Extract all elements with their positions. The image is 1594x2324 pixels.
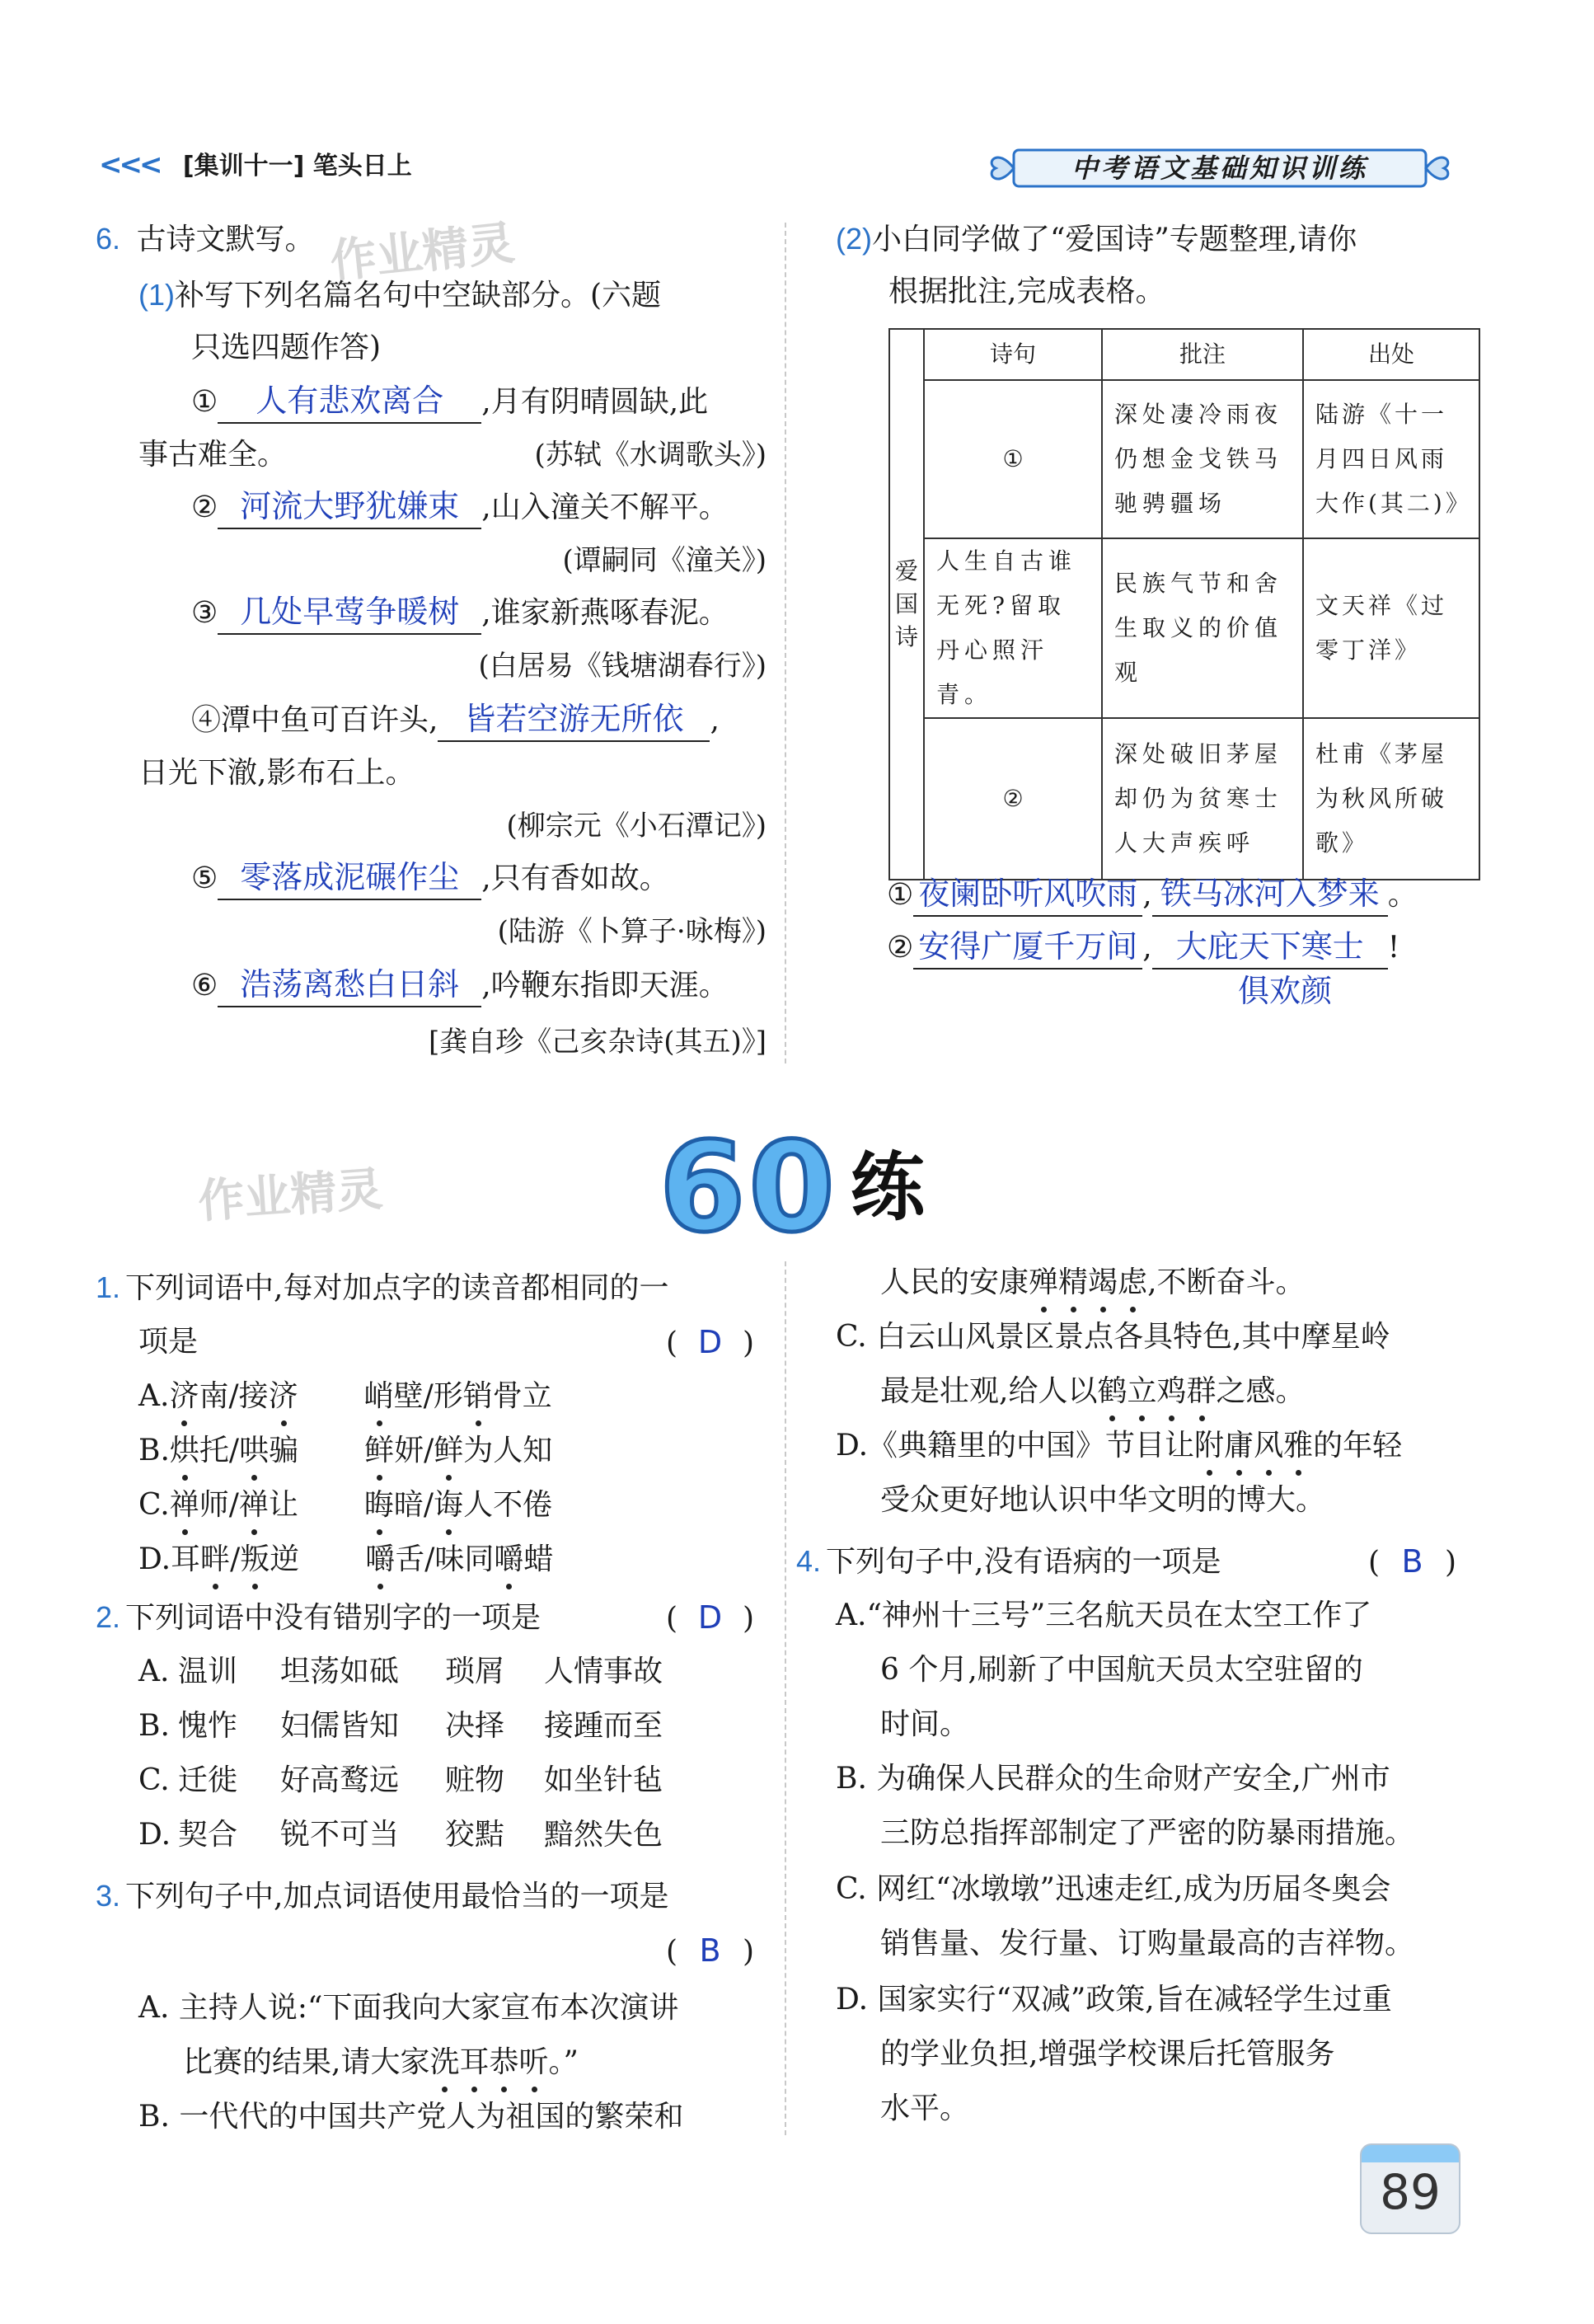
table-row2-poem: 人生自古谁无死?留取丹心照汗青。	[924, 538, 1102, 718]
option-word: 如坐针毡	[544, 1763, 663, 1797]
fill-item-2	[191, 481, 729, 534]
q3-option-b-line1[interactable]: B. 一代代的中国共产党人为祖国的繁荣和	[138, 2100, 684, 2134]
q1-option-c[interactable]	[138, 1479, 552, 1532]
option-word: 妇儒皆知	[280, 1709, 400, 1743]
option-word: 坦荡如砥	[280, 1655, 400, 1688]
option-label: A.	[138, 1379, 170, 1413]
option-word: 锐不可当	[280, 1818, 400, 1852]
q4-option-a-line1[interactable]: A.“神州十三号”三名航天员在太空工作了	[836, 1599, 1372, 1632]
q2-answer: ( D )	[666, 1591, 754, 1646]
q4-option-b-line2: 三防总指挥部制定了严密的防暴雨措施。	[880, 1816, 1415, 1850]
fill-item-4-line2: 日光下澈,影布石上。	[138, 756, 415, 790]
option-label: C.	[138, 1488, 170, 1522]
q4-option-a-line2: 6 个月,刷新了中国航天员太空驻留的	[880, 1653, 1363, 1687]
q4-stem-text: 下列句子中,没有语病的一项是	[826, 1545, 1221, 1579]
table-row3-note: 深处破旧茅屋却仍为贫寒士人大声疾呼	[1102, 718, 1303, 880]
q6-p1-stem-line1	[138, 269, 661, 322]
q3-answer: ( B )	[666, 1924, 754, 1979]
option-text: D.《典籍里的中国》节目让	[836, 1429, 1195, 1462]
table-answer-2b[interactable]: 大庇天下寒士	[1152, 925, 1388, 970]
q1-answer: ( D )	[666, 1316, 754, 1370]
table-row3-poem[interactable]: ②	[924, 718, 1102, 880]
header-right-banner	[981, 139, 1459, 198]
table-answer-1b[interactable]: 铁马冰河入梦来	[1152, 872, 1388, 917]
item-mark: ②	[191, 491, 218, 524]
fill-item-6-source: [龚自珍《己亥杂诗(其五)》]	[428, 1026, 767, 1059]
table-side-label	[889, 329, 924, 880]
q6-stem: 古诗文默写。	[136, 223, 315, 256]
answer-blank-5[interactable]: 零落成泥碾作尘	[218, 856, 481, 900]
option-word-1: 烘托/哄骗	[170, 1434, 298, 1467]
column-divider-bottom	[785, 1261, 786, 2135]
q4-option-c-line2: 销售量、发行量、订购量最高的吉祥物。	[880, 1927, 1415, 1960]
q3-option-d-line2: 受众更好地认识中华文明的博大。	[880, 1483, 1326, 1517]
option-word: 人情事故	[544, 1655, 663, 1688]
page-number-badge	[1360, 2143, 1460, 2234]
item-text-after: ,山入潼关不解平。	[481, 491, 729, 524]
option-text: 。”	[548, 2045, 579, 2079]
option-word: 黯然失色	[544, 1818, 663, 1852]
item-text-after: ,	[710, 703, 720, 737]
section-banner	[659, 1116, 925, 1260]
option-word: 狡黠	[445, 1818, 505, 1852]
option-label: A.	[138, 1655, 170, 1688]
option-word-2: 峭壁/形销骨立	[364, 1379, 552, 1413]
q4-option-d-line1[interactable]: D. 国家实行“双减”政策,旨在减轻学生过重	[836, 1983, 1392, 2016]
q6-p1-stem-line2: 只选四题作答)	[191, 331, 382, 364]
option-label: D.	[138, 1542, 171, 1576]
option-word: 契合	[178, 1818, 238, 1852]
table-side-text: 爱国诗	[895, 557, 919, 650]
header-left	[99, 145, 412, 181]
q4-number: 4.	[796, 1544, 822, 1578]
item-mark: ①	[191, 385, 218, 419]
table-header-source: 出处	[1303, 329, 1479, 380]
fill-item-3-source: (白居易《钱塘湖春行》)	[478, 650, 767, 683]
q3-option-b-line2	[880, 1256, 1306, 1309]
option-word: 赃物	[445, 1763, 505, 1797]
q1-answer-value[interactable]: D	[697, 1324, 723, 1360]
answer-mark: ①	[887, 878, 914, 912]
poem-table	[888, 328, 1480, 880]
chevron-left-icon: <<<	[99, 148, 160, 181]
option-text: 最是壮观,给人以	[880, 1374, 1098, 1408]
option-text: 之感。	[1216, 1374, 1306, 1408]
answer-end-punct: 。	[1387, 878, 1418, 912]
option-word: 好高鹜远	[280, 1763, 400, 1797]
q6-p1-number: (1)	[138, 278, 175, 312]
dotted-phrase: 殚精竭虑	[1029, 1265, 1147, 1299]
table-answer-2a[interactable]: 安得广厦千万间	[913, 925, 1142, 970]
option-text: 比赛的结果,请大家	[183, 2045, 430, 2079]
table-header-note: 批注	[1102, 329, 1303, 380]
q3-option-a-line2	[183, 2036, 579, 2089]
header-book-title: 中考语文基础知识训练	[1071, 153, 1368, 184]
table-header-poem: 诗句	[924, 329, 1102, 380]
fill-item-5-source: (陆游《卜算子·咏梅》)	[497, 915, 767, 948]
q6-p2-stem-line2: 根据批注,完成表格。	[888, 275, 1165, 308]
q1-option-d[interactable]	[138, 1533, 553, 1586]
q4-option-a-line3: 时间。	[880, 1707, 970, 1741]
q1-stem-line1	[96, 1261, 668, 1315]
q1-option-a[interactable]	[138, 1370, 552, 1423]
answer-blank-1[interactable]: 人有悲欢离合	[218, 379, 481, 424]
item-text-before: 潭中鱼可百许头,	[221, 703, 438, 737]
fill-item-4-source: (柳宗元《小石潭记》)	[506, 810, 767, 843]
q2-option-d[interactable]	[138, 1809, 663, 1862]
q4-option-c-line1[interactable]: C. 网红“冰墩墩”迅速走红,成为历届冬奥会	[836, 1872, 1391, 1906]
q6-p2-number: (2)	[836, 222, 872, 256]
option-word-2: 鲜妍/鲜为人知	[364, 1434, 552, 1467]
option-word: 接踵而至	[544, 1709, 663, 1743]
option-text: ,不断奋斗。	[1147, 1265, 1306, 1299]
q3-option-d-line1[interactable]	[836, 1420, 1402, 1472]
item-mark: ⑤	[191, 862, 218, 895]
q6-p2-stem-text1: 小白同学做了“爱国诗”专题整理,请你	[872, 223, 1357, 256]
item-text-after: ,只有香如故。	[481, 862, 669, 895]
table-row2-source: 文天祥《过零丁洋》	[1303, 538, 1479, 718]
header-series-title: [集训十一] 笔头日上	[182, 152, 412, 181]
q2-option-c[interactable]	[138, 1754, 663, 1807]
option-label: D.	[138, 1818, 171, 1852]
table-row1-source: 陆游《十一月四日风雨大作(其二)》	[1303, 380, 1479, 538]
option-label: B.	[138, 1709, 170, 1743]
answer-blank-6[interactable]: 浩荡离愁白日斜	[218, 963, 481, 1007]
option-word: 迁徙	[178, 1763, 238, 1797]
q6-title	[96, 213, 315, 266]
q3-option-a-line1[interactable]: A. 主持人说:“下面我向大家宣布本次演讲	[138, 1991, 679, 2025]
option-word: 温训	[178, 1655, 238, 1688]
q1-stem-line2: 项是	[138, 1325, 199, 1359]
q4-answer: ( B )	[1368, 1535, 1456, 1589]
page-number: 89	[1380, 2164, 1441, 2220]
q2-stem-text: 下列词语中没有错别字的一项是	[125, 1601, 541, 1635]
dotted-phrase: 洗耳恭听	[429, 2045, 548, 2079]
q1-number: 1.	[96, 1270, 121, 1304]
q4-option-d-line2: 的学业负担,增强学校课后托管服务	[880, 2037, 1335, 2071]
q2-answer-value[interactable]: D	[697, 1599, 723, 1636]
fill-item-2-source: (谭嗣同《潼关》)	[562, 544, 767, 577]
option-word-2: 晦暗/诲人不倦	[364, 1488, 552, 1522]
q3-stem-text: 下列句子中,加点词语使用最恰当的一项是	[125, 1880, 669, 1913]
option-text: 的年轻	[1313, 1429, 1403, 1462]
q6-p2-stem-line1	[836, 213, 1357, 266]
q3-option-c-line1[interactable]: C. 白云山风景区景点各具特色,其中摩星岭	[836, 1320, 1390, 1354]
q2-option-a[interactable]	[138, 1646, 663, 1698]
q2-option-b[interactable]	[138, 1700, 663, 1753]
item-mark: ③	[191, 596, 218, 630]
option-text: 人民的安康	[880, 1265, 1029, 1299]
q6-p1-stem-text1: 补写下列名篇名句中空缺部分。(六题	[175, 279, 662, 312]
q2-number: 2.	[96, 1600, 121, 1634]
answer-blank-3[interactable]: 几处早莺争暖树	[218, 590, 481, 635]
option-word: 琐屑	[445, 1655, 505, 1688]
section-number: 60	[659, 1116, 838, 1260]
fill-item-4	[191, 694, 720, 747]
q3-option-c-line2	[880, 1365, 1306, 1418]
option-word: 愧怍	[178, 1709, 238, 1743]
option-word-1: 耳畔/叛逆	[171, 1542, 299, 1576]
option-label: C.	[138, 1763, 170, 1797]
item-text-after: ,谁家新燕啄春泥。	[481, 596, 729, 630]
answer-mark: ②	[887, 931, 914, 965]
dotted-phrase: 鹤立鸡群	[1097, 1374, 1216, 1408]
fill-item-6	[191, 960, 729, 1012]
fill-item-1	[191, 376, 708, 429]
section-char: 练	[850, 1144, 925, 1231]
option-word-2: 嚼舌/味同嚼蜡	[365, 1542, 553, 1576]
option-word-1: 济南/接济	[169, 1379, 298, 1413]
q4-option-b-line1[interactable]: B. 为确保人民群众的生命财产安全,广州市	[836, 1762, 1390, 1796]
q3-answer-value[interactable]: B	[699, 1932, 721, 1969]
option-label: B.	[138, 1434, 170, 1467]
option-word: 决择	[445, 1709, 505, 1743]
q1-option-b[interactable]	[138, 1425, 552, 1477]
q4-answer-value[interactable]: B	[1401, 1543, 1423, 1580]
table-answer-1a[interactable]: 夜阑卧听风吹雨	[913, 872, 1142, 917]
q4-stem	[796, 1535, 1221, 1589]
watermark-top: 作业精灵	[327, 216, 518, 289]
item-text-after: ,吟鞭东指即天涯。	[481, 969, 729, 1002]
item-mark: ⑥	[191, 969, 218, 1002]
option-word-1: 禅师/禅让	[170, 1488, 298, 1522]
item-text-after: ,月有阴晴圆缺,此	[481, 385, 709, 419]
q3-stem	[96, 1870, 668, 1923]
q4-option-d-line3: 水平。	[880, 2092, 970, 2125]
table-row1-poem[interactable]: ①	[924, 380, 1102, 538]
dotted-phrase: 附庸风雅	[1194, 1429, 1313, 1462]
table-answer-1: ① 夜阑卧听风吹雨 , 铁马冰河入梦来 。	[887, 869, 1418, 922]
column-divider-top	[785, 223, 786, 1063]
fill-item-5	[191, 852, 669, 905]
table-answer-2: ② 安得广厦千万间 , 大庇天下寒士 !	[887, 922, 1399, 974]
table-row2-note: 民族气节和舍生取义的价值观	[1102, 538, 1303, 718]
fill-item-1-line2: 事古难全。	[138, 438, 288, 472]
answer-end-punct: !	[1387, 931, 1400, 965]
q1-stem-text: 下列词语中,每对加点字的读音都相同的一	[125, 1271, 669, 1305]
watermark-middle: 作业精灵	[196, 1162, 385, 1229]
answer-blank-4[interactable]: 皆若空游无所依	[438, 697, 710, 742]
fill-item-3	[191, 587, 729, 640]
answer-blank-2[interactable]: 河流大野犹嫌束	[218, 485, 481, 529]
item-mark: ④	[191, 703, 222, 737]
table-answer-2b-cont[interactable]: 俱欢颜	[1238, 973, 1333, 1009]
table-row1-note: 深处凄冷雨夜仍想金戈铁马驰骋疆场	[1102, 380, 1303, 538]
q3-number: 3.	[96, 1879, 121, 1913]
q6-number: 6.	[96, 222, 121, 256]
fill-item-1-source: (苏轼《水调歌头》)	[534, 439, 767, 472]
table-row3-source: 杜甫《茅屋为秋风所破歌》	[1303, 718, 1479, 880]
q2-stem	[96, 1591, 541, 1645]
